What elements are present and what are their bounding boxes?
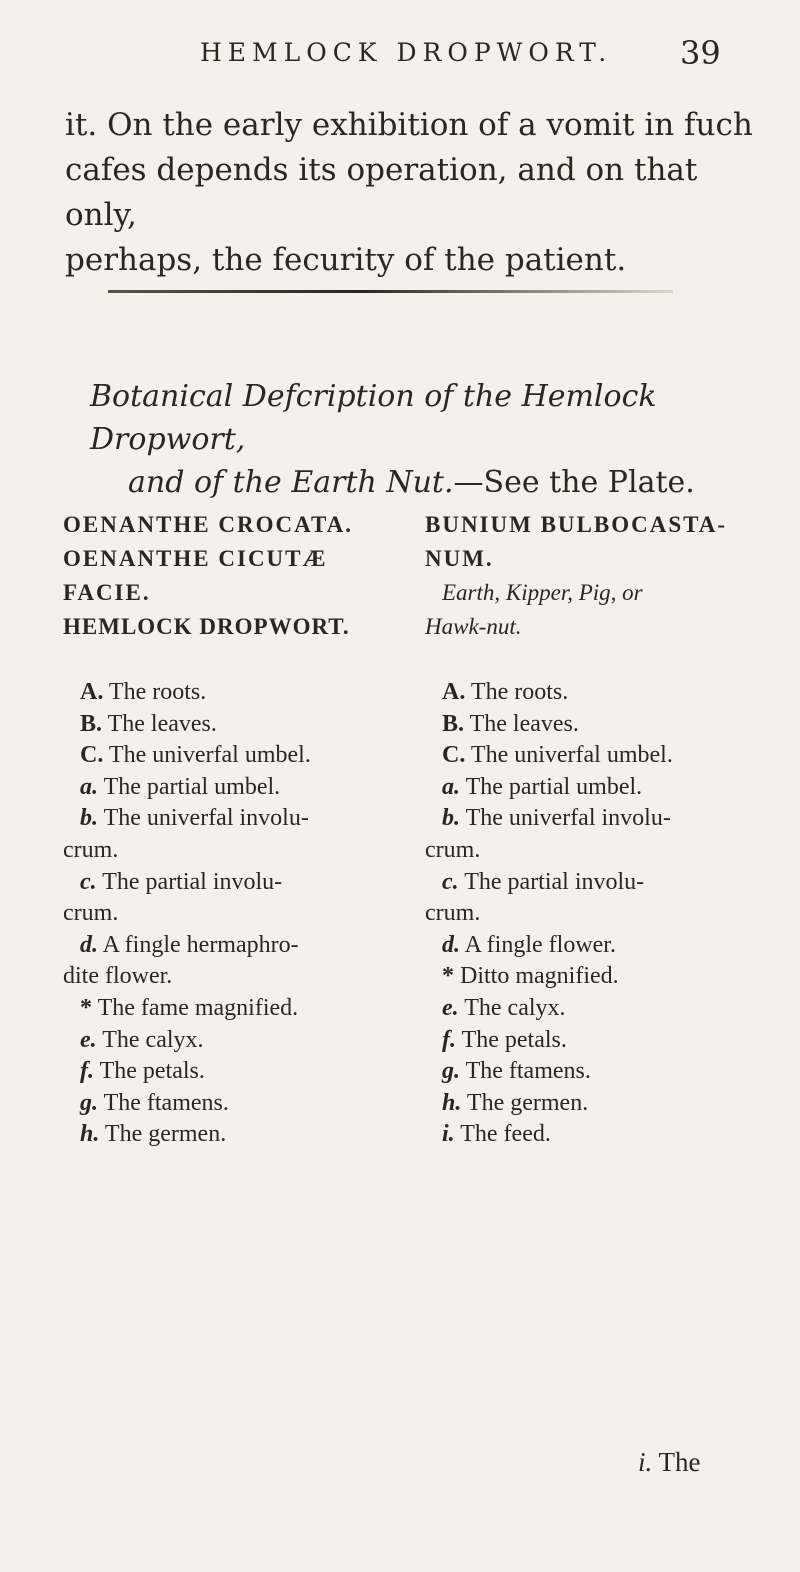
- legend-item: [425, 1088, 755, 1120]
- legend-item: [425, 930, 755, 962]
- left-column: [63, 508, 383, 1151]
- catchword-text: The: [658, 1447, 701, 1477]
- legend-label: e.: [442, 994, 459, 1021]
- legend-label: h.: [80, 1121, 100, 1148]
- legend-item: [63, 803, 383, 835]
- legend-text: The roots.: [103, 679, 207, 705]
- legend-continuation: crum.: [63, 836, 119, 863]
- legend-text: The leaves.: [102, 710, 217, 737]
- legend-label: i.: [442, 1121, 455, 1148]
- common-name: Earth, Kipper, Pig, or: [442, 580, 643, 605]
- legend-text: The germen.: [461, 1089, 589, 1116]
- intro-line: cafes depends its operation, and on that only,: [65, 152, 698, 233]
- legend-text: The partial umbel.: [460, 773, 643, 800]
- legend-label: d.: [442, 931, 460, 958]
- legend-item: [425, 740, 755, 772]
- legend-text: The ftamens.: [98, 1089, 229, 1116]
- legend-item: [63, 740, 383, 772]
- legend-item: [63, 677, 383, 709]
- legend-text: The calyx.: [96, 1026, 204, 1053]
- heading-line-2-italic: and of the Earth Nut.: [128, 465, 454, 500]
- legend-text: The partial involu-: [96, 868, 283, 895]
- heading-line-2-plain: —See the Plate.: [453, 465, 695, 500]
- species-title: OENANTHE CROCATA.: [63, 512, 353, 537]
- legend-item: [425, 867, 755, 899]
- common-name: Hawk-nut.: [425, 614, 522, 639]
- section-heading: [90, 375, 770, 504]
- legend-item: [425, 1119, 755, 1151]
- legend-label: B.: [442, 710, 465, 737]
- legend-label: d.: [80, 931, 98, 958]
- legend-text: The partial involu-: [458, 868, 645, 895]
- legend-text: The feed.: [454, 1121, 551, 1148]
- legend-item: [63, 1025, 383, 1057]
- legend-continuation: crum.: [425, 900, 481, 927]
- legend-text: The leaves.: [464, 710, 579, 737]
- legend-item: [63, 1088, 383, 1120]
- legend-continuation: dite flower.: [63, 963, 173, 990]
- heading-line-2: [90, 461, 770, 504]
- legend-item: [63, 709, 383, 741]
- legend-label: C.: [80, 742, 104, 769]
- legend-label: B.: [80, 710, 103, 737]
- legend-label: f.: [80, 1058, 94, 1085]
- legend-text: The calyx.: [458, 994, 566, 1021]
- legend-label: b.: [80, 805, 98, 832]
- legend-text: The germen.: [99, 1121, 227, 1148]
- legend-label: f.: [442, 1026, 456, 1053]
- species-title: NUM.: [425, 546, 494, 571]
- legend-label: c.: [80, 868, 97, 895]
- legend-label: e.: [80, 1026, 97, 1053]
- species-title: OENANTHE CICUTÆ: [63, 546, 328, 571]
- legend-text: The partial umbel.: [98, 773, 281, 800]
- legend-label: C.: [442, 742, 466, 769]
- legend-text: The petals.: [456, 1026, 567, 1053]
- legend-label: a.: [442, 773, 460, 800]
- legend-label: A.: [442, 679, 466, 705]
- legend-label: g.: [80, 1089, 98, 1116]
- legend-item: [63, 867, 383, 899]
- legend-item: [425, 961, 755, 993]
- species-title: FACIE.: [63, 580, 151, 605]
- legend-list: [63, 677, 383, 1151]
- intro-line: perhaps, the fecurity of the patient.: [65, 242, 627, 278]
- legend-text: The roots.: [465, 679, 569, 705]
- intro-paragraph: [65, 103, 765, 283]
- legend-text: The univerfal involu-: [460, 805, 671, 832]
- legend-item: [425, 803, 755, 835]
- intro-line: it. On the early exhibition of a vomit in fuch: [65, 107, 753, 143]
- legend-item: [425, 1056, 755, 1088]
- heading-line-1: Botanical Defcription of the Hemlock Dropwort,: [90, 379, 657, 457]
- page-number: 39: [680, 34, 721, 72]
- legend-label: a.: [80, 773, 98, 800]
- legend-label: g.: [442, 1058, 460, 1085]
- running-title: HEMLOCK DROPWORT.: [200, 38, 613, 67]
- legend-item: [63, 930, 383, 962]
- species-title: BUNIUM BULBOCASTA-: [425, 512, 728, 537]
- catchword-label: i.: [638, 1447, 653, 1477]
- legend-item: [425, 772, 755, 804]
- right-column: [425, 508, 755, 1151]
- legend-text: A fingle flower.: [460, 931, 616, 958]
- legend-label: A.: [80, 679, 104, 705]
- legend-list: [425, 677, 755, 1151]
- legend-item: [425, 1025, 755, 1057]
- legend-text: Ditto magnified.: [454, 963, 619, 990]
- legend-label: *: [442, 963, 454, 990]
- species-title: HEMLOCK DROPWORT.: [63, 614, 350, 639]
- section-divider: [108, 290, 673, 293]
- legend-item: [425, 993, 755, 1025]
- legend-item: [63, 1056, 383, 1088]
- legend-item: [425, 709, 755, 741]
- legend-text: The univerfal umbel.: [103, 742, 311, 769]
- legend-label: c.: [442, 868, 459, 895]
- legend-text: The univerfal involu-: [98, 805, 309, 832]
- legend-item: [63, 1119, 383, 1151]
- legend-text: The ftamens.: [460, 1058, 591, 1085]
- legend-continuation: crum.: [63, 900, 119, 927]
- catchword: [638, 1447, 701, 1478]
- legend-text: The univerfal umbel.: [465, 742, 673, 769]
- legend-label: *: [80, 994, 92, 1021]
- legend-continuation: crum.: [425, 836, 481, 863]
- legend-label: h.: [442, 1089, 462, 1116]
- legend-text: The petals.: [94, 1058, 205, 1085]
- legend-label: b.: [442, 805, 460, 832]
- legend-text: A fingle hermaphro-: [98, 931, 299, 958]
- legend-text: The fame magnified.: [92, 994, 299, 1021]
- legend-item: [63, 772, 383, 804]
- legend-item: [63, 993, 383, 1025]
- legend-item: [425, 677, 755, 709]
